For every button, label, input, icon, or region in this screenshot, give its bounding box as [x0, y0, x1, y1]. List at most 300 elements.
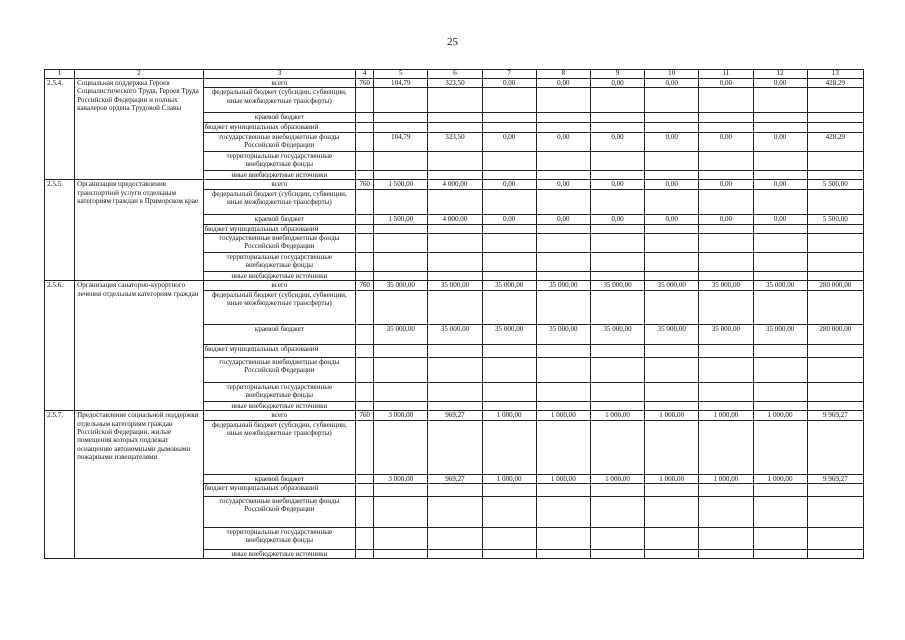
value-cell: [374, 290, 428, 324]
value-cell: 35 000,00: [428, 324, 482, 344]
value-cell: [536, 170, 590, 179]
value-cell: 35 000,00: [536, 324, 590, 344]
value-cell: 35 000,00: [374, 324, 428, 344]
header-cell: 11: [699, 70, 753, 79]
value-cell: 1 500,00: [374, 214, 428, 224]
value-cell: [482, 420, 536, 474]
value-cell: 35 000,00: [482, 324, 536, 344]
value-cell: [428, 382, 482, 401]
value-cell: [590, 528, 644, 550]
code-cell: [356, 420, 374, 474]
value-cell: [753, 420, 807, 474]
value-cell: [590, 253, 644, 272]
value-cell: [428, 224, 482, 233]
value-cell: [428, 420, 482, 474]
value-cell: [482, 382, 536, 401]
value-cell: [536, 401, 590, 410]
funding-source-municipal: бюджет муниципальных образований: [203, 484, 356, 497]
funding-source-other: иные внебюджетные источники: [203, 272, 356, 281]
funding-source-municipal: бюджет муниципальных образований: [203, 123, 356, 132]
value-cell: [536, 550, 590, 559]
value-cell: 323,50: [428, 79, 482, 88]
value-cell: [807, 234, 863, 253]
value-cell: [536, 113, 590, 123]
value-cell: 0,00: [753, 214, 807, 224]
value-cell: [590, 123, 644, 132]
value-cell: [482, 88, 536, 113]
code-cell: [356, 324, 374, 344]
value-cell: [590, 234, 644, 253]
value-cell: [374, 170, 428, 179]
funding-source-total: всего: [203, 411, 356, 420]
value-cell: [374, 420, 428, 474]
code-cell: [356, 357, 374, 382]
funding-source-federal: федеральный бюджет (субсидии, субвенции, иные межбюджетные трансферты): [203, 88, 356, 113]
value-cell: [374, 224, 428, 233]
section-title: Организация предоставления транспортной услуги отдельным категориям граждан в Приморском крае: [75, 180, 203, 281]
value-cell: [807, 290, 863, 324]
funding-source-total: всего: [203, 180, 356, 189]
header-cell: 1: [45, 70, 75, 79]
value-cell: [428, 550, 482, 559]
section-title: Организация санаторно-курортного лечения отдельным категориям граждан: [75, 281, 203, 411]
value-cell: [482, 234, 536, 253]
value-cell: [807, 253, 863, 272]
funding-source-municipal: бюджет муниципальных образований: [203, 344, 356, 357]
value-cell: [536, 151, 590, 170]
value-cell: [645, 484, 699, 497]
value-cell: [536, 234, 590, 253]
value-cell: [374, 528, 428, 550]
value-cell: [753, 189, 807, 214]
value-cell: [753, 224, 807, 233]
funding-source-regional: краевой бюджет: [203, 474, 356, 483]
code-cell: [356, 484, 374, 497]
value-cell: [374, 272, 428, 281]
value-cell: 1 000,00: [536, 474, 590, 483]
value-cell: 35 000,00: [590, 281, 644, 290]
header-cell: 8: [536, 70, 590, 79]
value-cell: [645, 401, 699, 410]
funding-source-territorial-funds: территориальные государственные внебюджетные фонды: [203, 253, 356, 272]
code-cell: [356, 170, 374, 179]
value-cell: [536, 420, 590, 474]
value-cell: 0,00: [590, 79, 644, 88]
value-cell: [699, 170, 753, 179]
value-cell: [536, 357, 590, 382]
value-cell: [590, 344, 644, 357]
value-cell: [753, 88, 807, 113]
value-cell: 0,00: [753, 132, 807, 151]
value-cell: [428, 123, 482, 132]
value-cell: [645, 189, 699, 214]
funding-source-regional: краевой бюджет: [203, 113, 356, 123]
table-row: [45, 79, 864, 88]
value-cell: 0,00: [482, 214, 536, 224]
value-cell: [482, 253, 536, 272]
value-cell: [699, 234, 753, 253]
value-cell: [807, 497, 863, 528]
value-cell: 1 000,00: [590, 474, 644, 483]
value-cell: [807, 528, 863, 550]
header-row: [45, 70, 864, 79]
value-cell: 3 000,00: [374, 411, 428, 420]
value-cell: [482, 497, 536, 528]
value-cell: [428, 189, 482, 214]
funding-source-territorial-funds: территориальные государственные внебюджетные фонды: [203, 151, 356, 170]
value-cell: [482, 550, 536, 559]
value-cell: 1 000,00: [699, 474, 753, 483]
code-cell: [356, 497, 374, 528]
funding-source-federal: федеральный бюджет (субсидии, субвенции, иные межбюджетные трансферты): [203, 290, 356, 324]
value-cell: 1 000,00: [753, 474, 807, 483]
value-cell: [807, 344, 863, 357]
value-cell: [753, 401, 807, 410]
funding-source-territorial-funds: территориальные государственные внебюджетные фонды: [203, 382, 356, 401]
value-cell: 104,79: [374, 132, 428, 151]
funding-source-total: всего: [203, 79, 356, 88]
value-cell: [699, 382, 753, 401]
value-cell: [807, 151, 863, 170]
header-cell: 3: [203, 70, 356, 79]
header-cell: 13: [807, 70, 863, 79]
value-cell: 4 000,00: [428, 180, 482, 189]
value-cell: 0,00: [590, 132, 644, 151]
value-cell: 35 000,00: [482, 281, 536, 290]
value-cell: [753, 484, 807, 497]
funding-source-other: иные внебюджетные источники: [203, 401, 356, 410]
code-cell: [356, 189, 374, 214]
value-cell: 35 000,00: [536, 281, 590, 290]
value-cell: 0,00: [645, 180, 699, 189]
value-cell: 35 000,00: [699, 324, 753, 344]
table-row: [45, 281, 864, 290]
value-cell: [807, 224, 863, 233]
value-cell: 35 000,00: [753, 281, 807, 290]
value-cell: [807, 550, 863, 559]
code-cell: 760: [356, 281, 374, 290]
code-cell: [356, 132, 374, 151]
value-cell: [753, 151, 807, 170]
value-cell: [699, 550, 753, 559]
code-cell: 760: [356, 411, 374, 420]
section-code: 2.5.6.: [45, 281, 75, 411]
value-cell: 0,00: [699, 180, 753, 189]
value-cell: 104,79: [374, 79, 428, 88]
value-cell: [645, 272, 699, 281]
value-cell: [374, 123, 428, 132]
value-cell: [645, 550, 699, 559]
funding-source-regional: краевой бюджет: [203, 324, 356, 344]
value-cell: 1 000,00: [753, 411, 807, 420]
value-cell: [699, 497, 753, 528]
value-cell: [428, 234, 482, 253]
value-cell: [699, 420, 753, 474]
section-code: 2.5.7.: [45, 411, 75, 559]
value-cell: [645, 290, 699, 324]
table-row: [45, 180, 864, 189]
value-cell: [482, 189, 536, 214]
value-cell: [753, 357, 807, 382]
value-cell: [753, 234, 807, 253]
value-cell: [753, 272, 807, 281]
code-cell: [356, 528, 374, 550]
value-cell: [699, 272, 753, 281]
value-cell: [536, 382, 590, 401]
code-cell: [356, 401, 374, 410]
value-cell: [590, 420, 644, 474]
value-cell: [645, 420, 699, 474]
section-code: 2.5.5.: [45, 180, 75, 281]
value-cell: [428, 88, 482, 113]
value-cell: [374, 253, 428, 272]
value-cell: [645, 344, 699, 357]
section-title: Предоставление социальной поддержки отдельным категориям граждан Российской Федерации, жилые помещения которых подлежат оснащению автономными дымовыми пожарными извещателями: [75, 411, 203, 559]
funding-source-regional: краевой бюджет: [203, 214, 356, 224]
value-cell: [699, 113, 753, 123]
value-cell: [645, 234, 699, 253]
value-cell: [645, 113, 699, 123]
value-cell: [807, 88, 863, 113]
funding-source-total: всего: [203, 281, 356, 290]
value-cell: [590, 113, 644, 123]
value-cell: [536, 224, 590, 233]
funding-source-state-funds: государственные внебюджетные фонды Российской Федерации: [203, 132, 356, 151]
value-cell: 1 000,00: [482, 474, 536, 483]
code-cell: [356, 382, 374, 401]
header-cell: 6: [428, 70, 482, 79]
value-cell: [482, 151, 536, 170]
code-cell: [356, 550, 374, 559]
value-cell: [645, 528, 699, 550]
value-cell: [699, 224, 753, 233]
value-cell: [536, 189, 590, 214]
value-cell: 0,00: [482, 79, 536, 88]
value-cell: [645, 497, 699, 528]
value-cell: [645, 170, 699, 179]
value-cell: [590, 170, 644, 179]
value-cell: 1 000,00: [482, 411, 536, 420]
code-cell: [356, 290, 374, 324]
code-cell: [356, 113, 374, 123]
value-cell: 35 000,00: [374, 281, 428, 290]
value-cell: [482, 528, 536, 550]
value-cell: [590, 189, 644, 214]
value-cell: [590, 151, 644, 170]
value-cell: [374, 550, 428, 559]
header-cell: 9: [590, 70, 644, 79]
funding-source-state-funds: государственные внебюджетные фонды Российской Федерации: [203, 357, 356, 382]
value-cell: [699, 123, 753, 132]
value-cell: [699, 528, 753, 550]
value-cell: 35 000,00: [645, 281, 699, 290]
header-cell: 2: [75, 70, 203, 79]
value-cell: [428, 484, 482, 497]
value-cell: [428, 170, 482, 179]
value-cell: [428, 497, 482, 528]
value-cell: [753, 253, 807, 272]
value-cell: 0,00: [645, 79, 699, 88]
value-cell: [428, 290, 482, 324]
funding-source-territorial-funds: территориальные государственные внебюджетные фонды: [203, 528, 356, 550]
value-cell: [590, 550, 644, 559]
funding-source-other: иные внебюджетные источники: [203, 550, 356, 559]
value-cell: [428, 253, 482, 272]
value-cell: [807, 113, 863, 123]
value-cell: [536, 528, 590, 550]
value-cell: [374, 234, 428, 253]
value-cell: [482, 170, 536, 179]
code-cell: [356, 234, 374, 253]
value-cell: [590, 401, 644, 410]
value-cell: [807, 170, 863, 179]
value-cell: [590, 382, 644, 401]
value-cell: [428, 272, 482, 281]
value-cell: [536, 290, 590, 324]
value-cell: 9 969,27: [807, 474, 863, 483]
value-cell: [536, 123, 590, 132]
value-cell: 0,00: [536, 214, 590, 224]
value-cell: [807, 123, 863, 132]
value-cell: [807, 484, 863, 497]
value-cell: 280 000,00: [807, 324, 863, 344]
value-cell: [699, 253, 753, 272]
value-cell: [807, 357, 863, 382]
value-cell: [645, 382, 699, 401]
code-cell: [356, 474, 374, 483]
value-cell: 1 000,00: [645, 474, 699, 483]
funding-source-federal: федеральный бюджет (субсидии, субвенции, иные межбюджетные трансферты): [203, 189, 356, 214]
value-cell: [590, 497, 644, 528]
header-cell: 5: [374, 70, 428, 79]
value-cell: [374, 88, 428, 113]
code-cell: [356, 151, 374, 170]
header-cell: 12: [753, 70, 807, 79]
value-cell: [807, 272, 863, 281]
value-cell: 0,00: [699, 214, 753, 224]
value-cell: [482, 123, 536, 132]
value-cell: [753, 113, 807, 123]
value-cell: 0,00: [482, 132, 536, 151]
value-cell: [699, 357, 753, 382]
value-cell: 0,00: [590, 180, 644, 189]
value-cell: 0,00: [482, 180, 536, 189]
value-cell: 969,27: [428, 474, 482, 483]
page-number: 25: [447, 36, 458, 48]
value-cell: [753, 170, 807, 179]
value-cell: [536, 88, 590, 113]
value-cell: [645, 151, 699, 170]
value-cell: [590, 272, 644, 281]
value-cell: 3 000,00: [374, 474, 428, 483]
value-cell: 428,29: [807, 79, 863, 88]
value-cell: [374, 484, 428, 497]
value-cell: 969,27: [428, 411, 482, 420]
value-cell: 0,00: [699, 132, 753, 151]
funding-source-municipal: бюджет муниципальных образований: [203, 224, 356, 233]
value-cell: [699, 151, 753, 170]
value-cell: [536, 344, 590, 357]
value-cell: 280 000,00: [807, 281, 863, 290]
value-cell: [699, 290, 753, 324]
value-cell: 35 000,00: [645, 324, 699, 344]
value-cell: [753, 344, 807, 357]
value-cell: [428, 151, 482, 170]
funding-source-other: иные внебюджетные источники: [203, 170, 356, 179]
value-cell: [482, 357, 536, 382]
code-cell: [356, 224, 374, 233]
value-cell: 1 000,00: [536, 411, 590, 420]
value-cell: [645, 357, 699, 382]
value-cell: 35 000,00: [590, 324, 644, 344]
code-cell: 760: [356, 79, 374, 88]
value-cell: 0,00: [699, 79, 753, 88]
value-cell: [536, 253, 590, 272]
value-cell: [590, 484, 644, 497]
value-cell: 5 500,00: [807, 180, 863, 189]
value-cell: 35 000,00: [428, 281, 482, 290]
value-cell: [590, 88, 644, 113]
value-cell: [807, 401, 863, 410]
value-cell: 0,00: [536, 79, 590, 88]
value-cell: 1 000,00: [645, 411, 699, 420]
value-cell: 4 000,00: [428, 214, 482, 224]
value-cell: [645, 123, 699, 132]
value-cell: [428, 528, 482, 550]
value-cell: 35 000,00: [753, 324, 807, 344]
value-cell: [807, 420, 863, 474]
value-cell: 0,00: [645, 132, 699, 151]
funding-source-federal: федеральный бюджет (субсидии, субвенции, иные межбюджетные трансферты): [203, 420, 356, 474]
value-cell: [374, 357, 428, 382]
section-title: Социальная поддержка Героев Социалистического Труда, Героев Труда Российской Федерации и полных кавалеров ордена Трудовой Славы: [75, 79, 203, 180]
value-cell: [753, 550, 807, 559]
value-cell: [428, 401, 482, 410]
value-cell: [374, 189, 428, 214]
value-cell: [482, 290, 536, 324]
value-cell: [374, 113, 428, 123]
value-cell: [699, 401, 753, 410]
value-cell: [699, 484, 753, 497]
value-cell: 35 000,00: [699, 281, 753, 290]
value-cell: [374, 497, 428, 528]
value-cell: [645, 224, 699, 233]
funding-source-state-funds: государственные внебюджетные фонды Российской Федерации: [203, 497, 356, 528]
value-cell: [645, 88, 699, 113]
value-cell: [699, 344, 753, 357]
code-cell: [356, 272, 374, 281]
value-cell: [590, 357, 644, 382]
value-cell: [374, 401, 428, 410]
code-cell: 760: [356, 180, 374, 189]
value-cell: [482, 272, 536, 281]
value-cell: [482, 113, 536, 123]
value-cell: 323,50: [428, 132, 482, 151]
value-cell: 1 500,00: [374, 180, 428, 189]
value-cell: [753, 123, 807, 132]
code-cell: [356, 88, 374, 113]
header-cell: 4: [356, 70, 374, 79]
code-cell: [356, 123, 374, 132]
header-cell: 10: [645, 70, 699, 79]
code-cell: [356, 344, 374, 357]
value-cell: [428, 344, 482, 357]
value-cell: [699, 88, 753, 113]
value-cell: [482, 224, 536, 233]
value-cell: [374, 151, 428, 170]
value-cell: 5 500,00: [807, 214, 863, 224]
value-cell: [699, 189, 753, 214]
